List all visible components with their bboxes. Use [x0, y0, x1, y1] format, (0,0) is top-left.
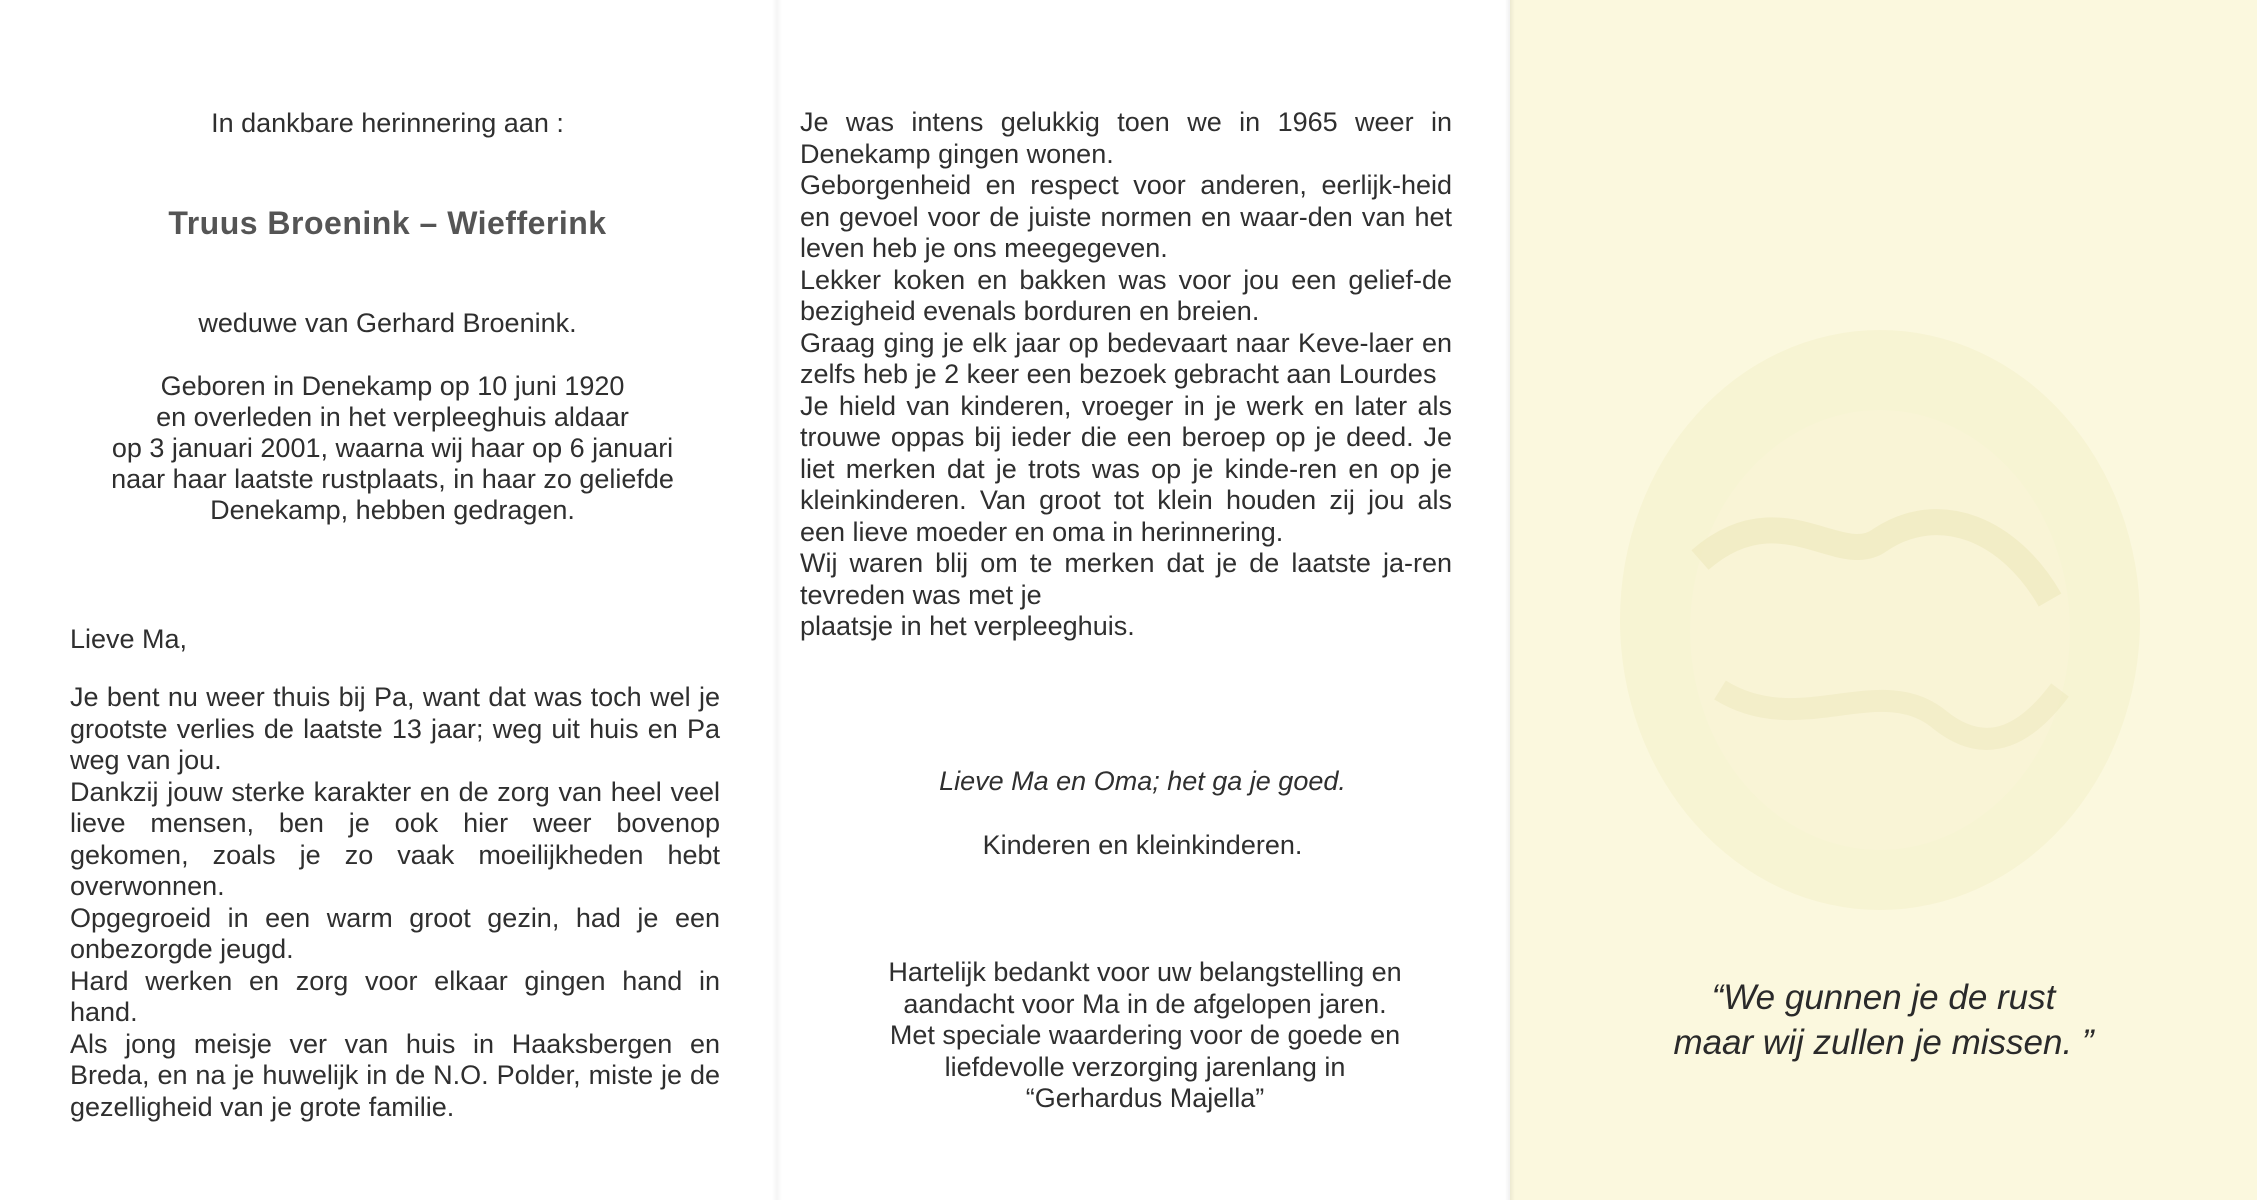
thanks-line: liefdevolle verzorging jarenlang in: [944, 1051, 1346, 1082]
memory-paragraph: Lekker koken en bakken was voor jou een gelief-de bezigheid evenals borduren en breien.: [800, 264, 1452, 326]
fold-line: [1505, 0, 1515, 1200]
thanks-line: Hartelijk bedankt voor uw belangstelling en: [888, 957, 1402, 987]
thanks-line: Met speciale waardering voor de goede en: [889, 1020, 1401, 1050]
birth-death-text: [60, 371, 725, 526]
widow-line: weduwe van Gerhard Broenink.: [198, 308, 577, 338]
born-line: Denekamp, hebben gedragen.: [210, 495, 575, 525]
memory-paragraph: Graag ging je elk jaar op bedevaart naar Keve-laer en zelfs heb je 2 keer een bezoek gebracht aan Lourdes: [800, 327, 1452, 389]
faded-picture: [1580, 310, 2180, 930]
letter-paragraph: Dankzij jouw sterke karakter en de zorg van heel veel lieve mensen, ben je ook hier weer bovenop gekomen, zoals je zo vaak moeilijkheden hebt overwonnen.: [70, 776, 720, 901]
deceased-name: Truus Broenink – Wiefferink: [168, 205, 607, 241]
intro-line: In dankbare herinnering aan :: [211, 108, 564, 138]
memory-paragraph: Geborgenheid en respect voor anderen, eerlijk-heid en gevoel voor de juiste normen en waar-den van het leven heb je ons meegegeven.: [800, 170, 1452, 263]
thanks-line: aandacht voor Ma in de afgelopen jaren.: [903, 988, 1387, 1019]
born-line: op 3 januari 2001, waarna wij haar op 6 januari: [111, 433, 674, 463]
closing-quote: [1510, 975, 2257, 1065]
signature-line: Kinderen en kleinkinderen.: [982, 830, 1303, 860]
born-line: en overleden in het verpleeghuis aldaar: [156, 402, 629, 432]
memory-paragraph: plaatsje in het verpleeghuis.: [800, 611, 1135, 641]
letter-paragraph: Hard werken en zorg voor elkaar gingen hand in hand.: [70, 965, 720, 1027]
thanks-text: [820, 957, 1470, 1115]
quote-line: “We gunnen je de rust: [1711, 978, 2056, 1017]
letter-paragraph: Als jong meisje ver van huis in Haaksbergen en Breda, en na je huwelijk in de N.O. Polder, miste je de gezelligheid van je grote familie.: [70, 1028, 720, 1122]
left-panel: [0, 0, 775, 1200]
born-line: naar haar laatste rustplaats, in haar zo geliefde: [111, 464, 674, 494]
letter-paragraph: Je bent nu weer thuis bij Pa, want dat was toch wel je grootste verlies de laatste 13 jaar; weg uit huis en Pa weg van jou.: [70, 682, 720, 775]
memories-text: [800, 107, 1452, 643]
born-line: Geboren in Denekamp op 10 juni 1920: [160, 371, 625, 401]
fold-line: [772, 0, 782, 1200]
memory-paragraph: Je hield van kinderen, vroeger in je werk en later als trouwe oppas bij ieder die een beroep op je deed. Je liet merken dat je trots was op je kinde-ren en op je kleinkinderen. Van groot tot klein houden zij jou als een lieve moeder en oma in herinnering.: [800, 390, 1452, 547]
farewell-line: Lieve Ma en Oma; het ga je goed.: [939, 766, 1346, 796]
quote-line: maar wij zullen je missen. ”: [1673, 1023, 2094, 1062]
thanks-line: “Gerhardus Majella”: [1025, 1083, 1265, 1113]
memory-paragraph: Wij waren blij om te merken dat je de laatste ja-ren tevreden was met je: [800, 548, 1452, 610]
memory-paragraph: Je was intens gelukkig toen we in 1965 weer in Denekamp gingen wonen.: [800, 107, 1452, 169]
greeting: Lieve Ma,: [70, 624, 188, 654]
letter-body: [70, 682, 720, 1123]
letter-paragraph: Opgegroeid in een warm groot gezin, had je een onbezorgde jeugd.: [70, 902, 720, 964]
